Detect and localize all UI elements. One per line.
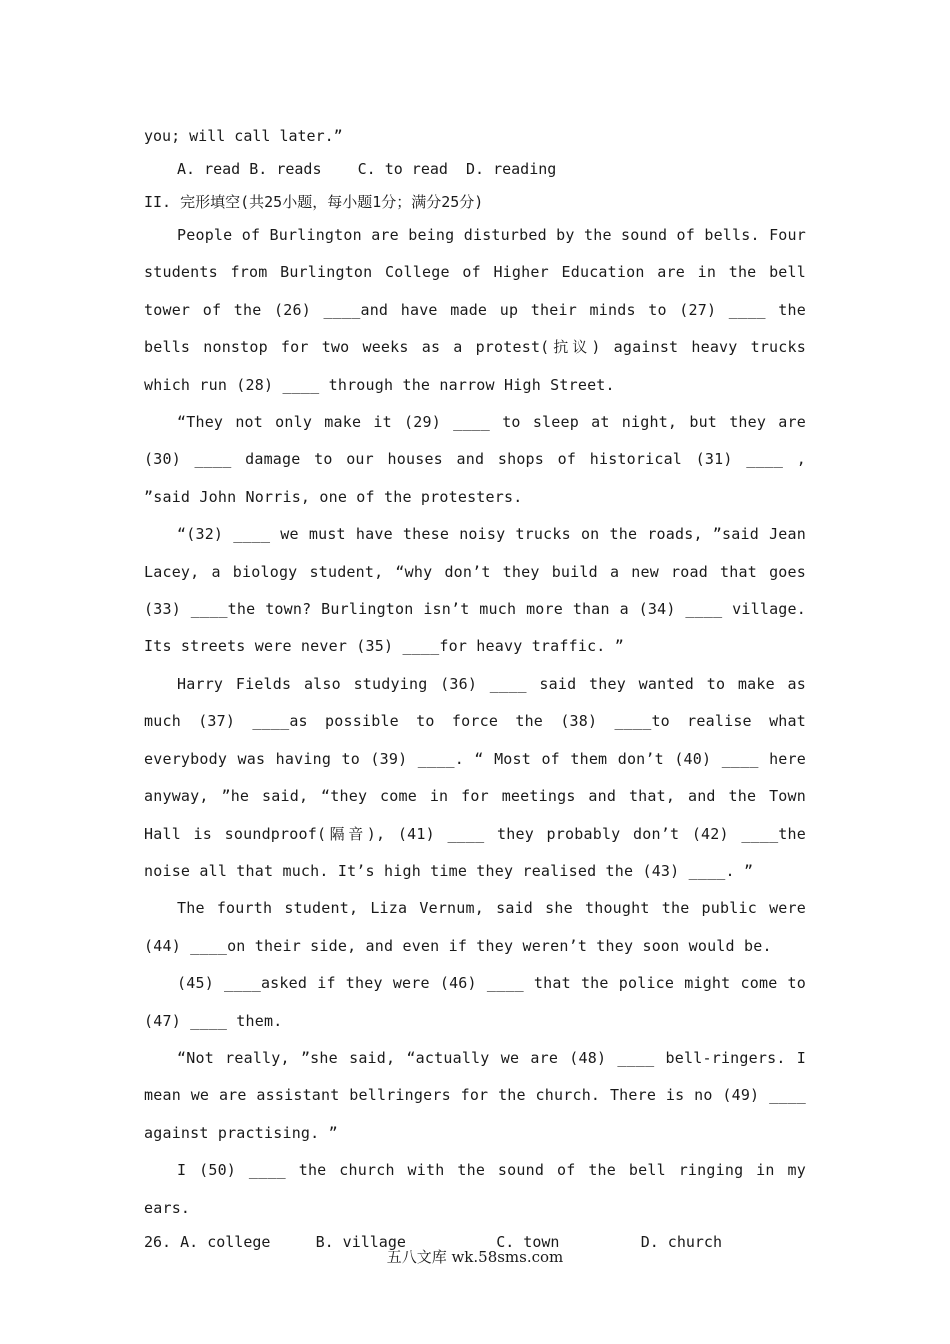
document-page bbox=[144, 124, 806, 1254]
passage-paragraph: “(32) ____ we must have these noisy trucks on the roads, ”said Jean Lacey, a biology student, “why don’t they build a new road that goes (33) ____the town? Burlington isn’t much more than a (34) ____ village. Its streets were never (35) ____for heavy traffic. ” bbox=[144, 525, 806, 656]
passage-paragraph: People of Burlington are being disturbed by the sound of bells. Four students from Burlington College of Higher Education are in the bell tower of the (26) ____and have made up their minds to (27) ____ the bells nonstop for two weeks as a protest(抗议) against heavy trucks which run (28) ____ through the narrow High Street. bbox=[144, 226, 806, 394]
page-footer-watermark: 五八文库 wk.58sms.com bbox=[386, 1248, 564, 1266]
passage-paragraph: (45) ____asked if they were (46) ____ that the police might come to (47) ____ them. bbox=[144, 974, 806, 1030]
passage-paragraph: I (50) ____ the church with the sound of the bell ringing in my ears. bbox=[144, 1161, 806, 1217]
q25-tail: you; will call later.” bbox=[144, 127, 343, 145]
passage-paragraph: Harry Fields also studying (36) ____ said they wanted to make as much (37) ____as possible to force the (38) ____to realise what everybody was having to (39) ____. “ Most of them don’t (40) ____ here anyway, ”he said, “they come in for meetings and that, and the Town Hall is soundproof(隔音), (41) ____ they probably don’t (42) ____the noise all that much. It’s high time they realised the (43) ____. ” bbox=[144, 674, 806, 880]
passage-paragraph: “Not really, ”she said, “actually we are (48) ____ bell-ringers. I mean we are assistant bellringers for the church. There is no (49) ____ against practising. ” bbox=[144, 1048, 806, 1142]
cloze-passage bbox=[144, 217, 806, 1227]
section-heading: II. 完形填空(共25小题，每小题1分；满分25分) bbox=[144, 193, 484, 211]
q25-options: A. read B. reads C. to read D. reading bbox=[177, 160, 557, 178]
passage-paragraph: The fourth student, Liza Vernum, said she thought the public were (44) ____on their side, and even if they weren’t they soon would be. bbox=[144, 899, 806, 955]
passage-paragraph: “They not only make it (29) ____ to sleep at night, but they are (30) ____ damage to our houses and shops of historical (31) ____ , ”said John Norris, one of the protesters. bbox=[144, 413, 806, 506]
q26-options: 26. A. college B. village C. town D. church bbox=[144, 1232, 722, 1251]
